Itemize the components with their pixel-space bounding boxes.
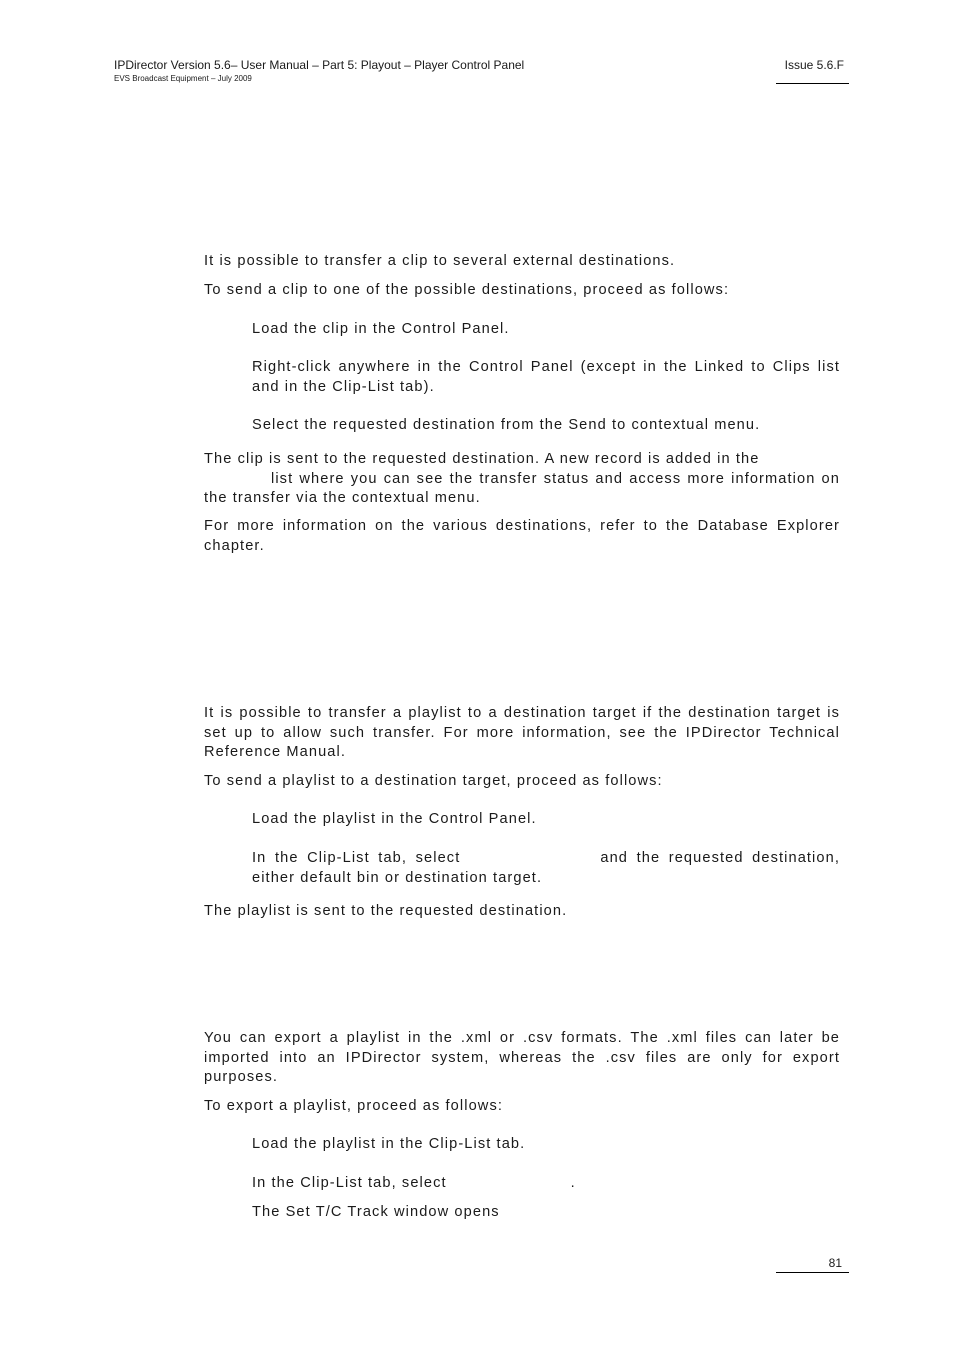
export-playlist-step-1: Load the playlist in the Clip-List tab. (252, 1136, 526, 1152)
export-playlist-step-2 (252, 1174, 840, 1194)
send-clip-lead: To send a clip to one of the possible destinations, proceed as follows: (204, 282, 730, 298)
send-clip-step-2: Right-click anywhere in the Control Panel (except in the Linked to Clips list and in the Clip-List tab). (252, 359, 840, 395)
header-title: IPDirector Version 5.6– User Manual – Part 5: Playout – Player Control Panel (114, 58, 525, 72)
send-clip-result-line-2-text: list where you can see the transfer status and access more information on (271, 470, 840, 487)
export-playlist-step-2-end: . (570, 1175, 576, 1191)
header-subtitle: EVS Broadcast Equipment – July 2009 (114, 74, 252, 83)
export-playlist-step-2-part-1: In the Clip-List tab, select (252, 1175, 447, 1191)
send-playlist-lead: To send a playlist to a destination target, proceed as follows: (204, 773, 663, 789)
send-playlist-intro: It is possible to transfer a playlist to a destination target if the destination target is set up to allow such transfer. For more information, see the IPDirector Technical Reference Manual. (204, 705, 840, 760)
send-clip-result-line-1: The clip is sent to the requested destination. A new record is added in the (204, 451, 760, 467)
send-playlist-step-2-part-1: In the Clip-List tab, select (252, 850, 461, 866)
export-playlist-step-3: The Set T/C Track window opens (252, 1204, 500, 1220)
send-clip-result (204, 450, 840, 509)
send-playlist-step-2 (252, 849, 840, 888)
send-clip-result-line-3: the transfer via the contextual menu. (204, 490, 481, 506)
send-clip-step-3: Select the requested destination from the Send to contextual menu. (252, 417, 761, 433)
send-clip-intro: It is possible to transfer a clip to several external destinations. (204, 253, 676, 269)
send-playlist-step-2-line-1 (252, 849, 840, 869)
footer-rule (776, 1272, 849, 1273)
send-playlist-step-2-line-2: either default bin or destination target. (252, 869, 543, 886)
send-playlist-step-2-part-2: and the requested destination, (600, 850, 840, 866)
send-playlist-step-1: Load the playlist in the Control Panel. (252, 811, 537, 827)
send-clip-more-info: For more information on the various destinations, refer to the Database Explorer chapter. (204, 518, 840, 554)
page-number: 81 (828, 1256, 842, 1270)
header-issue: Issue 5.6.F (784, 58, 844, 72)
export-playlist-lead: To export a playlist, proceed as follows: (204, 1098, 503, 1114)
send-playlist-result: The playlist is sent to the requested destination. (204, 903, 568, 919)
header-rule (776, 83, 849, 84)
send-clip-result-line-2 (204, 470, 840, 490)
send-clip-step-1: Load the clip in the Control Panel. (252, 321, 510, 337)
export-playlist-intro: You can export a playlist in the .xml or .csv formats. The .xml files can later be imported into an IPDirector system, whereas the .csv files are only for export purposes. (204, 1030, 840, 1085)
